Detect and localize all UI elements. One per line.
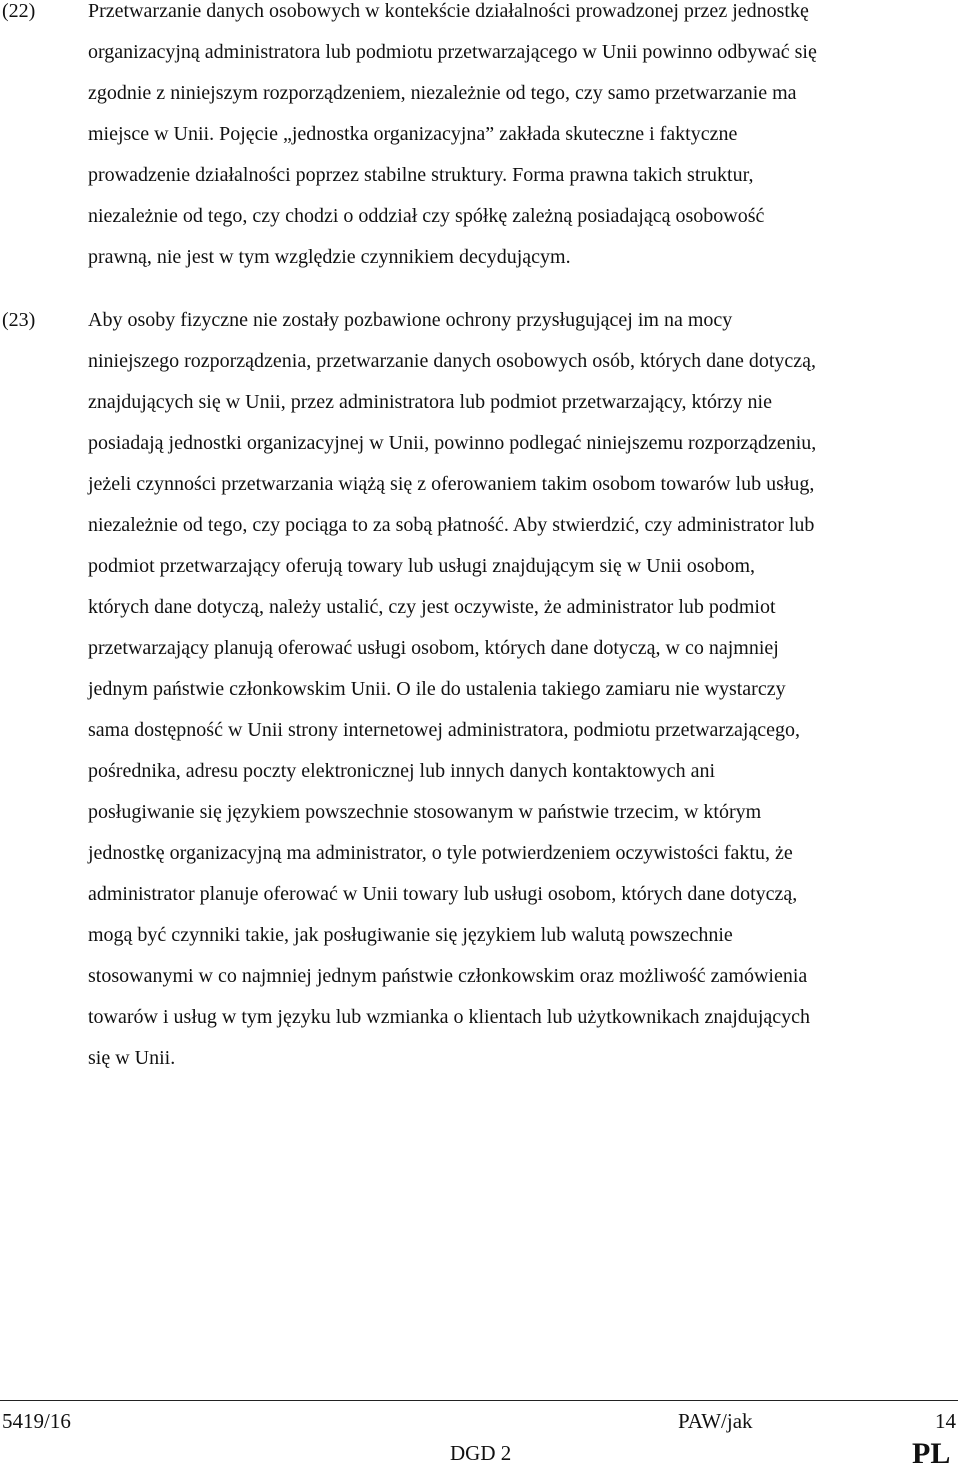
paragraph-text [88,300,956,1079]
text-line: jeżeli czynności przetwarzania wiążą się z oferowaniem takim osobom towarów lub usług, [88,473,815,495]
text-line: podmiot przetwarzający oferują towary lub usługi znajdującym się w Unii osobom, [88,555,756,577]
paragraph-number: (23) [2,309,36,331]
text-line: administrator planuje oferować w Unii towary lub usługi osobom, których dane dotyczą, [88,883,798,905]
text-line: jednym państwie członkowskim Unii. O ile do ustalenia takiego zamiaru nie wystarczy [88,678,786,700]
footer-department: PAW/jak [678,1409,753,1433]
text-line: towarów i usług w tym języku lub wzmianka o klientach lub użytkownikach znajdujących [88,1006,811,1028]
text-line: Przetwarzanie danych osobowych w kontekście działalności prowadzonej przez jednostkę [88,0,809,22]
text-line: posługiwanie się językiem powszechnie stosowanym w państwie trzecim, w którym [88,801,762,823]
text-line: niniejszego rozporządzenia, przetwarzanie danych osobowych osób, których dane dotyczą, [88,350,817,372]
text-line: przetwarzający planują oferować usługi osobom, których dane dotyczą, w co najmniej [88,637,779,659]
text-line: stosowanymi w co najmniej jednym państwie członkowskim oraz możliwość zamówienia [88,965,808,987]
text-line: prowadzenie działalności poprzez stabilne struktury. Forma prawna takich struktur, [88,164,754,186]
text-line: niezależnie od tego, czy pociąga to za sobą płatność. Aby stwierdzić, czy administrator lub [88,514,815,536]
text-line: organizacyjną administratora lub podmiotu przetwarzającego w Unii powinno odbywać się [88,41,817,63]
paragraph-number: (22) [2,0,36,22]
paragraph-text [88,0,956,278]
text-line: prawną, nie jest w tym względzie czynnikiem decydującym. [88,246,571,268]
footer-directorate: DGD 2 [450,1441,512,1465]
footer-page-number: 14 [935,1409,956,1433]
footer-doc-number: 5419/16 [2,1409,71,1433]
footer-language-code: PL [912,1437,951,1470]
text-line: mogą być czynniki takie, jak posługiwanie się językiem lub walutą powszechnie [88,924,733,946]
text-line: jednostkę organizacyjną ma administrator, o tyle potwierdzeniem oczywistości faktu, że [88,842,793,864]
text-line: zgodnie z niniejszym rozporządzeniem, niezależnie od tego, czy samo przetwarzanie ma [88,82,797,104]
text-line: miejsce w Unii. Pojęcie „jednostka organizacyjna” zakłada skuteczne i faktyczne [88,123,738,145]
text-line: Aby osoby fizyczne nie zostały pozbawione ochrony przysługującej im na mocy [88,309,733,331]
text-line: posiadają jednostki organizacyjnej w Unii, powinno podlegać niniejszemu rozporządzeniu, [88,432,817,454]
text-line: których dane dotyczą, należy ustalić, czy jest oczywiste, że administrator lub podmiot [88,596,776,618]
text-line: sama dostępność w Unii strony internetowej administratora, podmiotu przetwarzającego, [88,719,801,741]
footer-divider [0,1400,958,1401]
text-line: pośrednika, adresu poczty elektronicznej lub innych danych kontaktowych ani [88,760,716,782]
text-line: niezależnie od tego, czy chodzi o oddział czy spółkę zależną posiadającą osobowość [88,205,765,227]
text-line: się w Unii. [88,1047,176,1069]
text-line: znajdujących się w Unii, przez administratora lub podmiot przetwarzający, którzy nie [88,391,772,413]
